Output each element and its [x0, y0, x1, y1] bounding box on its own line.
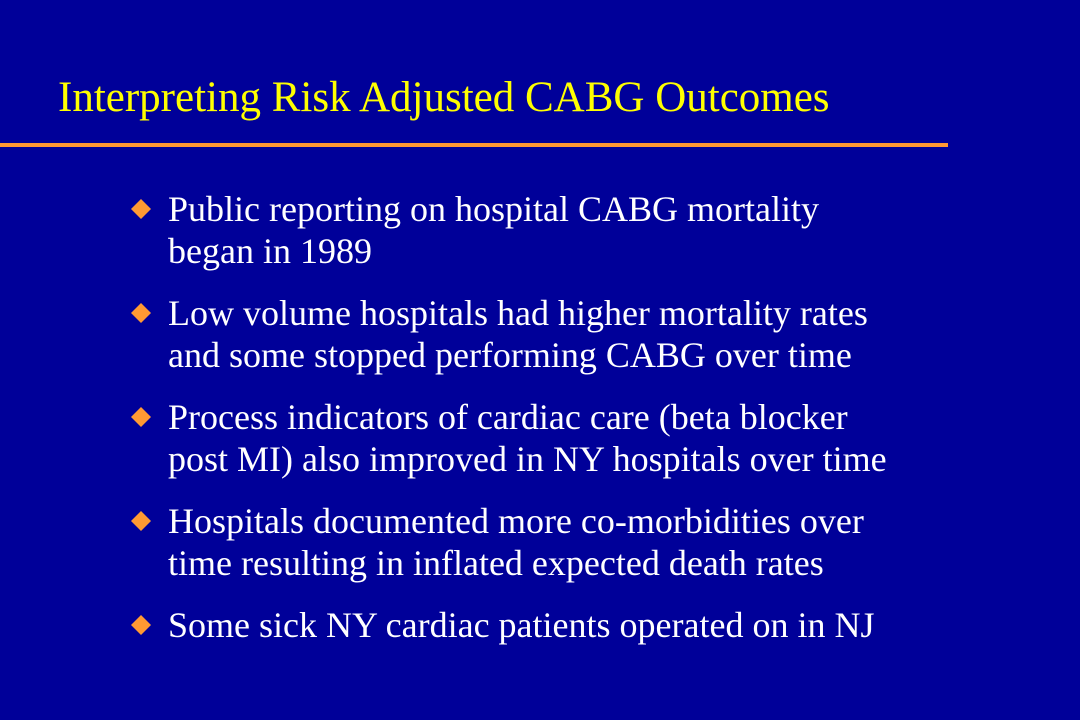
diamond-bullet-icon — [130, 510, 152, 532]
bullet-text-line: Hospitals documented more co-morbidities over — [168, 501, 864, 541]
bullet-text-line: and some stopped performing CABG over time — [168, 335, 852, 375]
title-underline — [0, 143, 948, 147]
bullet-text-line: time resulting in inflated expected death rates — [168, 543, 824, 583]
bullet-text-line: Low volume hospitals had higher mortality rates — [168, 293, 868, 333]
bullet-item — [130, 396, 1060, 480]
diamond-bullet-icon — [130, 302, 152, 324]
bullet-item — [130, 292, 1060, 376]
bullet-text-line: post MI) also improved in NY hospitals over time — [168, 439, 887, 479]
bullet-text-line: Some sick NY cardiac patients operated on in NJ — [168, 605, 875, 645]
bullet-item — [130, 604, 1060, 646]
slide-title: Interpreting Risk Adjusted CABG Outcomes — [58, 74, 830, 121]
bullet-item — [130, 188, 1060, 272]
bullet-text-line: Process indicators of cardiac care (beta blocker — [168, 397, 848, 437]
diamond-bullet-icon — [130, 406, 152, 428]
bullet-list — [130, 188, 1060, 646]
diamond-bullet-icon — [130, 198, 152, 220]
bullet-text-line: Public reporting on hospital CABG mortality — [168, 189, 819, 229]
bullet-text-line: began in 1989 — [168, 231, 372, 271]
bullet-item — [130, 500, 1060, 584]
diamond-bullet-icon — [130, 614, 152, 636]
